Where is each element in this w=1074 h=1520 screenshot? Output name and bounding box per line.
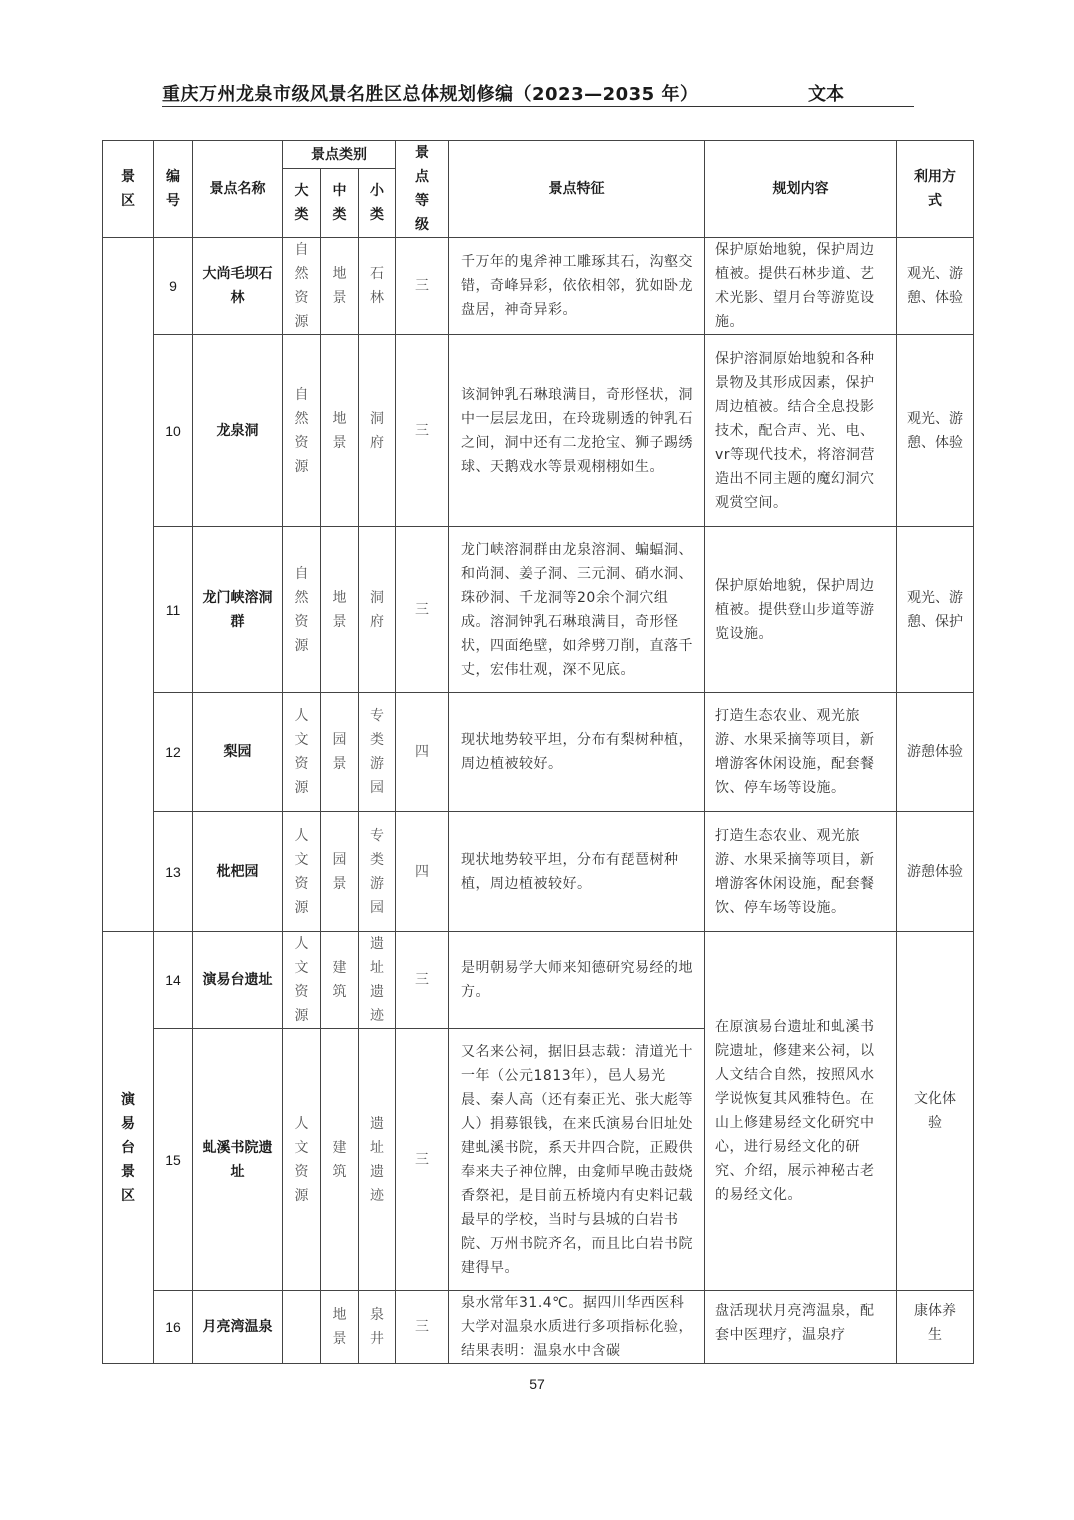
header-plan: 规划内容 [705, 141, 897, 238]
table-row [103, 335, 974, 527]
page-header [162, 76, 914, 107]
spot-use: 观光、游憩、体验 [897, 335, 974, 527]
spot-feature: 该洞钟乳石琳琅满目，奇形怪状，洞中一层层龙田，在玲珑剔透的钟乳石之间，洞中还有二龙抢宝、狮子踢绣球、天鹅戏水等景观栩栩如生。 [449, 335, 705, 527]
table-header-row [103, 141, 974, 169]
row-number: 11 [154, 527, 193, 693]
middle-category: 地景 [321, 335, 359, 527]
major-category [283, 1291, 321, 1364]
row-number: 16 [154, 1291, 193, 1364]
spot-plan: 打造生态农业、观光旅游、水果采摘等项目，新增游客休闲设施，配套餐饮、停车场等设施。 [705, 812, 897, 932]
row-number: 10 [154, 335, 193, 527]
spot-name: 虬溪书院遗址 [193, 1029, 283, 1291]
spot-plan: 保护原始地貌，保护周边植被。提供石林步道、艺术光影、望月台等游览设施。 [705, 238, 897, 335]
header-number: 编号 [154, 141, 193, 238]
table-row [103, 812, 974, 932]
minor-category: 遗址遗迹 [359, 1029, 396, 1291]
spot-plan: 保护原始地貌，保护周边植被。提供登山步道等游览设施。 [705, 527, 897, 693]
middle-category: 建筑 [321, 932, 359, 1029]
minor-category: 遗址遗迹 [359, 932, 396, 1029]
spot-feature: 又名来公祠，据旧县志载：清道光十一年（公元1813年），邑人易光晨、秦人高（还有秦正光、张大彪等人）捐募银钱，在来氏演易台旧址处建虬溪书院，系天井四合院，正殿供奉来夫子神位牌，由龛师早晚击鼓烧香祭祀，是目前五桥境内有史料记载最早的学校，当时与县城的白岩书院、万州书院齐名，而且比白岩书院建得早。 [449, 1029, 705, 1291]
minor-category: 专类游园 [359, 812, 396, 932]
table-row [103, 932, 974, 1029]
spot-name: 枇杷园 [193, 812, 283, 932]
spot-grade: 三 [396, 335, 449, 527]
row-number: 9 [154, 238, 193, 335]
spot-use: 文化体验 [897, 932, 974, 1291]
header-grade: 景点等级 [396, 141, 449, 238]
area-cell [103, 238, 154, 932]
major-category: 人文资源 [283, 932, 321, 1029]
page-number: 57 [529, 1376, 545, 1392]
spot-name: 大尚毛坝石林 [193, 238, 283, 335]
major-category: 人文资源 [283, 812, 321, 932]
spot-feature: 现状地势较平坦，分布有琵琶树种植，周边植被较好。 [449, 812, 705, 932]
spot-plan: 在原演易台遗址和虬溪书院遗址，修建来公祠，以人文结合自然，按照风水学说恢复其风雅特色。在山上修建易经文化研究中心，进行易经文化的研究、介绍，展示神秘古老的易经文化。 [705, 932, 897, 1291]
document-type-label: 文本 [808, 84, 844, 105]
header-major: 大类 [283, 169, 321, 238]
spot-grade: 三 [396, 1029, 449, 1291]
spot-use: 观光、游憩、体验 [897, 238, 974, 335]
spot-grade: 四 [396, 693, 449, 812]
spot-feature: 千万年的鬼斧神工雕琢其石，沟壑交错，奇峰异彩，依依相邻，犹如卧龙盘居，神奇异彩。 [449, 238, 705, 335]
spot-use: 观光、游憩、保护 [897, 527, 974, 693]
major-category: 人文资源 [283, 1029, 321, 1291]
middle-category: 地景 [321, 1291, 359, 1364]
middle-category: 地景 [321, 238, 359, 335]
spot-use: 游憩体验 [897, 812, 974, 932]
spot-use: 游憩体验 [897, 693, 974, 812]
middle-category: 建筑 [321, 1029, 359, 1291]
spot-grade: 三 [396, 238, 449, 335]
middle-category: 地景 [321, 527, 359, 693]
spot-grade: 三 [396, 1291, 449, 1364]
spot-grade: 三 [396, 932, 449, 1029]
minor-category: 洞府 [359, 527, 396, 693]
scenic-spot-table [102, 140, 974, 1364]
middle-category: 园景 [321, 812, 359, 932]
row-number: 15 [154, 1029, 193, 1291]
spot-name: 龙门峡溶洞群 [193, 527, 283, 693]
table-row [103, 693, 974, 812]
spot-use: 康体养生 [897, 1291, 974, 1364]
header-middle: 中类 [321, 169, 359, 238]
major-category: 自然资源 [283, 527, 321, 693]
minor-category: 洞府 [359, 335, 396, 527]
header-minor: 小类 [359, 169, 396, 238]
header-area: 景区 [103, 141, 154, 238]
document-title: 重庆万州龙泉市级风景名胜区总体规划修编（2023—2035 年） [162, 84, 699, 105]
spot-feature: 现状地势较平坦，分布有梨树种植，周边植被较好。 [449, 693, 705, 812]
minor-category: 石林 [359, 238, 396, 335]
spot-grade: 三 [396, 527, 449, 693]
spot-name: 梨园 [193, 693, 283, 812]
spot-grade: 四 [396, 812, 449, 932]
spot-plan: 打造生态农业、观光旅游、水果采摘等项目，新增游客休闲设施，配套餐饮、停车场等设施。 [705, 693, 897, 812]
table-row [103, 527, 974, 693]
minor-category: 专类游园 [359, 693, 396, 812]
major-category: 自然资源 [283, 335, 321, 527]
spot-feature: 龙门峡溶洞群由龙泉溶洞、蝙蝠洞、和尚洞、姜子洞、三元洞、硝水洞、珠砂洞、千龙洞等20余个洞穴组成。溶洞钟乳石琳琅满目，奇形怪状，四面绝壁，如斧劈刀削，直落千丈，宏伟壮观，深不见底。 [449, 527, 705, 693]
spot-name: 龙泉洞 [193, 335, 283, 527]
spot-feature: 是明朝易学大师来知德研究易经的地方。 [449, 932, 705, 1029]
row-number: 13 [154, 812, 193, 932]
header-feature: 景点特征 [449, 141, 705, 238]
spot-plan: 盘活现状月亮湾温泉，配套中医理疗，温泉疗 [705, 1291, 897, 1364]
spot-feature: 泉水常年31.4℃。据四川华西医科大学对温泉水质进行多项指标化验，结果表明：温泉水中含碳 [449, 1291, 705, 1364]
table-row [103, 1291, 974, 1364]
spot-name: 月亮湾温泉 [193, 1291, 283, 1364]
row-number: 14 [154, 932, 193, 1029]
spot-name: 演易台遗址 [193, 932, 283, 1029]
table-row [103, 238, 974, 335]
minor-category: 泉井 [359, 1291, 396, 1364]
spot-plan: 保护溶洞原始地貌和各种景物及其形成因素，保护周边植被。结合全息投影技术，配合声、光、电、vr等现代技术，将溶洞营造出不同主题的魔幻洞穴观赏空间。 [705, 335, 897, 527]
area-cell: 演易台景区 [103, 932, 154, 1364]
header-name: 景点名称 [193, 141, 283, 238]
major-category: 自然资源 [283, 238, 321, 335]
major-category: 人文资源 [283, 693, 321, 812]
middle-category: 园景 [321, 693, 359, 812]
header-use: 利用方式 [897, 141, 974, 238]
header-category: 景点类别 [283, 141, 396, 169]
row-number: 12 [154, 693, 193, 812]
